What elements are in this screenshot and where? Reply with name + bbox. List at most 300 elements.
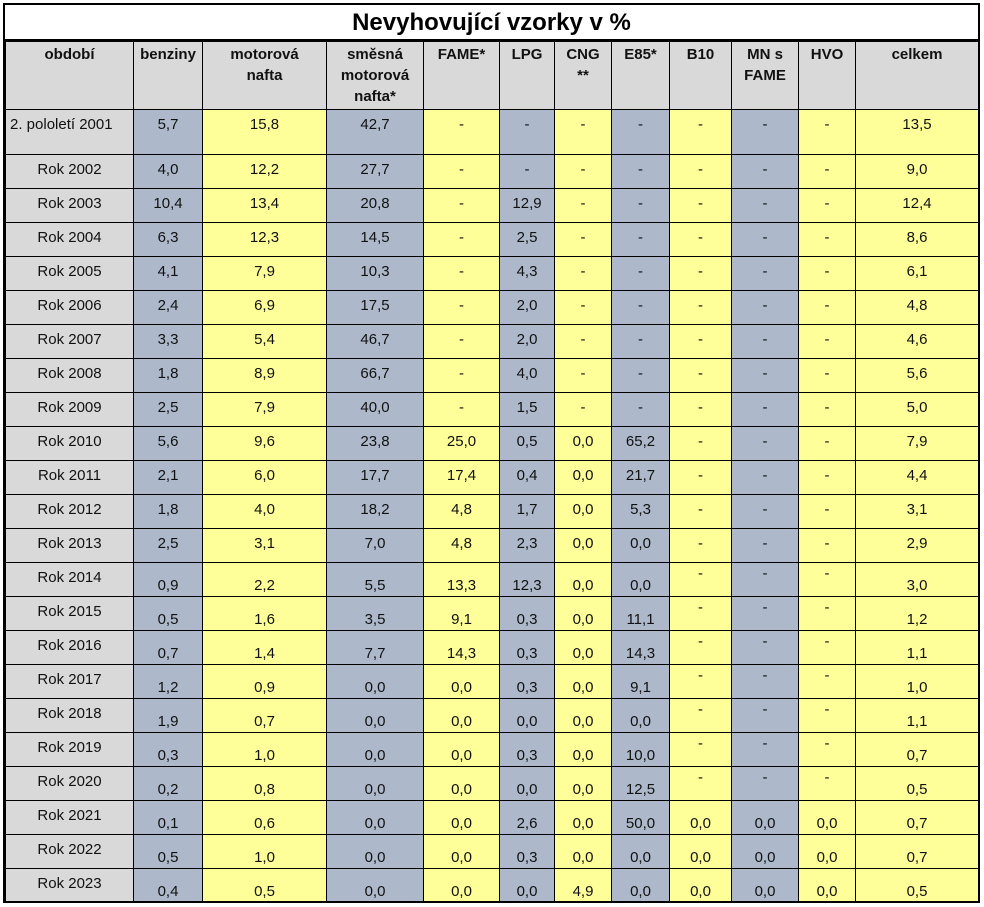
cell-benziny: 4,1 [134, 257, 203, 291]
cell-e85: - [612, 257, 670, 291]
header-row [6, 42, 979, 110]
table-row [6, 110, 979, 155]
cell-lpg: 2,3 [500, 529, 555, 563]
cell-motorova-nafta: 13,4 [203, 189, 327, 223]
cell-benziny: 2,5 [134, 529, 203, 563]
cell-benziny: 5,7 [134, 110, 203, 155]
cell-celkem: 0,7 [856, 733, 979, 767]
cell-celkem: 1,0 [856, 665, 979, 699]
cell-b10: - [670, 767, 732, 801]
table-row [6, 257, 979, 291]
cell-b10: - [670, 110, 732, 155]
cell-motorova-nafta: 1,0 [203, 733, 327, 767]
cell-lpg: 0,0 [500, 699, 555, 733]
cell-motorova-nafta: 5,4 [203, 325, 327, 359]
cell-benziny: 0,5 [134, 835, 203, 869]
cell-fame: 0,0 [424, 767, 500, 801]
cell-benziny: 0,7 [134, 631, 203, 665]
cell-mn-s-fame: 0,0 [732, 801, 799, 835]
cell-hvo: - [799, 427, 856, 461]
table-container [3, 3, 980, 903]
cell-cng: 0,0 [555, 563, 612, 597]
cell-cng: 0,0 [555, 733, 612, 767]
cell-hvo: - [799, 189, 856, 223]
cell-cng: 0,0 [555, 461, 612, 495]
cell-benziny: 2,5 [134, 393, 203, 427]
cell-hvo: - [799, 631, 856, 665]
cell-e85: 65,2 [612, 427, 670, 461]
cell-motorova-nafta: 7,9 [203, 393, 327, 427]
table-row [6, 325, 979, 359]
cell-cng: - [555, 291, 612, 325]
cell-celkem: 0,7 [856, 835, 979, 869]
cell-hvo: - [799, 495, 856, 529]
period-cell: Rok 2007 [6, 325, 134, 359]
cell-mn-s-fame: - [732, 767, 799, 801]
cell-celkem: 1,1 [856, 699, 979, 733]
header-celkem: celkem [856, 42, 979, 110]
table-row [6, 597, 979, 631]
cell-mn-s-fame: - [732, 223, 799, 257]
cell-fame: - [424, 110, 500, 155]
cell-motorova-nafta: 1,4 [203, 631, 327, 665]
cell-motorova-nafta: 12,2 [203, 155, 327, 189]
cell-smesna-motorova-nafta: 0,0 [327, 699, 424, 733]
cell-mn-s-fame: - [732, 665, 799, 699]
cell-fame: - [424, 325, 500, 359]
cell-mn-s-fame: - [732, 155, 799, 189]
period-cell: Rok 2021 [6, 801, 134, 835]
cell-celkem: 4,6 [856, 325, 979, 359]
table-row [6, 767, 979, 801]
cell-fame: 0,0 [424, 801, 500, 835]
cell-smesna-motorova-nafta: 0,0 [327, 801, 424, 835]
cell-celkem: 3,1 [856, 495, 979, 529]
cell-e85: - [612, 393, 670, 427]
cell-smesna-motorova-nafta: 0,0 [327, 835, 424, 869]
cell-hvo: - [799, 110, 856, 155]
cell-hvo: - [799, 359, 856, 393]
cell-e85: 9,1 [612, 665, 670, 699]
cell-mn-s-fame: - [732, 563, 799, 597]
cell-lpg: 12,3 [500, 563, 555, 597]
cell-fame: 14,3 [424, 631, 500, 665]
cell-e85: 50,0 [612, 801, 670, 835]
table-row [6, 665, 979, 699]
cell-celkem: 2,9 [856, 529, 979, 563]
cell-b10: - [670, 733, 732, 767]
cell-celkem: 4,8 [856, 291, 979, 325]
cell-benziny: 1,8 [134, 359, 203, 393]
cell-cng: 0,0 [555, 835, 612, 869]
cell-hvo: - [799, 529, 856, 563]
cell-b10: - [670, 699, 732, 733]
cell-hvo: 0,0 [799, 835, 856, 869]
cell-celkem: 9,0 [856, 155, 979, 189]
cell-celkem: 0,5 [856, 767, 979, 801]
header-mn-s-fame: MN s FAME [732, 42, 799, 110]
period-cell: Rok 2006 [6, 291, 134, 325]
cell-benziny: 4,0 [134, 155, 203, 189]
cell-smesna-motorova-nafta: 18,2 [327, 495, 424, 529]
cell-lpg: 0,3 [500, 733, 555, 767]
cell-mn-s-fame: - [732, 291, 799, 325]
cell-benziny: 0,9 [134, 563, 203, 597]
header-motorova-nafta: motorová nafta [203, 42, 327, 110]
cell-fame: 13,3 [424, 563, 500, 597]
cell-fame: 0,0 [424, 665, 500, 699]
cell-lpg: 1,5 [500, 393, 555, 427]
cell-mn-s-fame: - [732, 699, 799, 733]
cell-b10: - [670, 257, 732, 291]
cell-b10: - [670, 495, 732, 529]
table-row [6, 495, 979, 529]
header-benziny: benziny [134, 42, 203, 110]
period-cell: Rok 2023 [6, 869, 134, 903]
cell-motorova-nafta: 0,7 [203, 699, 327, 733]
cell-mn-s-fame: - [732, 597, 799, 631]
cell-lpg: 2,0 [500, 325, 555, 359]
cell-mn-s-fame: - [732, 529, 799, 563]
cell-motorova-nafta: 9,6 [203, 427, 327, 461]
cell-lpg: 12,9 [500, 189, 555, 223]
table-row [6, 835, 979, 869]
cell-benziny: 1,8 [134, 495, 203, 529]
cell-mn-s-fame: - [732, 733, 799, 767]
header-hvo: HVO [799, 42, 856, 110]
cell-motorova-nafta: 0,9 [203, 665, 327, 699]
table-row [6, 563, 979, 597]
cell-smesna-motorova-nafta: 66,7 [327, 359, 424, 393]
cell-benziny: 2,1 [134, 461, 203, 495]
cell-benziny: 0,5 [134, 597, 203, 631]
cell-smesna-motorova-nafta: 23,8 [327, 427, 424, 461]
cell-e85: - [612, 325, 670, 359]
cell-celkem: 0,5 [856, 869, 979, 903]
table-title: Nevyhovující vzorky v % [5, 5, 978, 41]
cell-e85: 0,0 [612, 835, 670, 869]
period-cell: Rok 2014 [6, 563, 134, 597]
cell-hvo: - [799, 733, 856, 767]
cell-b10: - [670, 597, 732, 631]
cell-b10: - [670, 529, 732, 563]
cell-motorova-nafta: 1,0 [203, 835, 327, 869]
cell-celkem: 0,7 [856, 801, 979, 835]
cell-hvo: - [799, 393, 856, 427]
period-cell: Rok 2003 [6, 189, 134, 223]
cell-motorova-nafta: 6,0 [203, 461, 327, 495]
cell-e85: 14,3 [612, 631, 670, 665]
cell-cng: - [555, 325, 612, 359]
cell-benziny: 1,9 [134, 699, 203, 733]
cell-smesna-motorova-nafta: 27,7 [327, 155, 424, 189]
cell-motorova-nafta: 8,9 [203, 359, 327, 393]
cell-b10: 0,0 [670, 835, 732, 869]
cell-hvo: - [799, 699, 856, 733]
cell-mn-s-fame: - [732, 110, 799, 155]
cell-fame: - [424, 189, 500, 223]
cell-celkem: 5,6 [856, 359, 979, 393]
cell-b10: - [670, 223, 732, 257]
cell-lpg: 4,0 [500, 359, 555, 393]
cell-lpg: 1,7 [500, 495, 555, 529]
cell-benziny: 2,4 [134, 291, 203, 325]
period-cell: Rok 2005 [6, 257, 134, 291]
cell-mn-s-fame: - [732, 359, 799, 393]
cell-lpg: 0,3 [500, 631, 555, 665]
cell-celkem: 1,1 [856, 631, 979, 665]
cell-hvo: - [799, 223, 856, 257]
cell-smesna-motorova-nafta: 7,0 [327, 529, 424, 563]
cell-e85: 21,7 [612, 461, 670, 495]
cell-b10: - [670, 291, 732, 325]
cell-benziny: 5,6 [134, 427, 203, 461]
cell-e85: 5,3 [612, 495, 670, 529]
table-row [6, 869, 979, 903]
cell-mn-s-fame: - [732, 325, 799, 359]
cell-smesna-motorova-nafta: 14,5 [327, 223, 424, 257]
header-cng: CNG ** [555, 42, 612, 110]
cell-e85: 0,0 [612, 699, 670, 733]
cell-cng: 4,9 [555, 869, 612, 903]
header-lpg: LPG [500, 42, 555, 110]
cell-cng: 0,0 [555, 631, 612, 665]
cell-celkem: 3,0 [856, 563, 979, 597]
cell-hvo: - [799, 767, 856, 801]
cell-mn-s-fame: - [732, 631, 799, 665]
table-row [6, 733, 979, 767]
table-row [6, 393, 979, 427]
cell-benziny: 10,4 [134, 189, 203, 223]
period-cell: Rok 2020 [6, 767, 134, 801]
cell-smesna-motorova-nafta: 42,7 [327, 110, 424, 155]
cell-e85: 0,0 [612, 563, 670, 597]
cell-mn-s-fame: - [732, 495, 799, 529]
cell-celkem: 8,6 [856, 223, 979, 257]
cell-fame: - [424, 291, 500, 325]
cell-b10: - [670, 461, 732, 495]
header-fame: FAME* [424, 42, 500, 110]
cell-hvo: 0,0 [799, 801, 856, 835]
period-cell: Rok 2013 [6, 529, 134, 563]
cell-smesna-motorova-nafta: 7,7 [327, 631, 424, 665]
cell-e85: - [612, 223, 670, 257]
cell-fame: 4,8 [424, 495, 500, 529]
cell-cng: - [555, 393, 612, 427]
cell-lpg: 0,3 [500, 597, 555, 631]
cell-smesna-motorova-nafta: 20,8 [327, 189, 424, 223]
cell-fame: 0,0 [424, 733, 500, 767]
cell-e85: - [612, 155, 670, 189]
cell-b10: - [670, 427, 732, 461]
cell-b10: - [670, 631, 732, 665]
cell-benziny: 6,3 [134, 223, 203, 257]
cell-motorova-nafta: 3,1 [203, 529, 327, 563]
header-b10: B10 [670, 42, 732, 110]
cell-benziny: 1,2 [134, 665, 203, 699]
cell-motorova-nafta: 15,8 [203, 110, 327, 155]
period-cell: Rok 2009 [6, 393, 134, 427]
cell-e85: 11,1 [612, 597, 670, 631]
cell-motorova-nafta: 4,0 [203, 495, 327, 529]
table-row [6, 155, 979, 189]
header-obdobi: období [6, 42, 134, 110]
cell-hvo: 0,0 [799, 869, 856, 903]
cell-celkem: 12,4 [856, 189, 979, 223]
cell-b10: - [670, 189, 732, 223]
cell-mn-s-fame: 0,0 [732, 835, 799, 869]
cell-benziny: 3,3 [134, 325, 203, 359]
cell-benziny: 0,4 [134, 869, 203, 903]
cell-celkem: 5,0 [856, 393, 979, 427]
cell-smesna-motorova-nafta: 0,0 [327, 733, 424, 767]
table-row [6, 461, 979, 495]
table-row [6, 699, 979, 733]
cell-smesna-motorova-nafta: 0,0 [327, 767, 424, 801]
cell-hvo: - [799, 291, 856, 325]
cell-e85: - [612, 189, 670, 223]
cell-fame: 17,4 [424, 461, 500, 495]
cell-e85: - [612, 291, 670, 325]
period-cell: Rok 2002 [6, 155, 134, 189]
cell-cng: 0,0 [555, 597, 612, 631]
cell-smesna-motorova-nafta: 17,7 [327, 461, 424, 495]
cell-motorova-nafta: 1,6 [203, 597, 327, 631]
period-cell: Rok 2010 [6, 427, 134, 461]
cell-b10: - [670, 563, 732, 597]
cell-smesna-motorova-nafta: 0,0 [327, 869, 424, 903]
cell-celkem: 1,2 [856, 597, 979, 631]
cell-celkem: 7,9 [856, 427, 979, 461]
cell-fame: 0,0 [424, 699, 500, 733]
cell-lpg: - [500, 110, 555, 155]
cell-cng: 0,0 [555, 767, 612, 801]
cell-hvo: - [799, 563, 856, 597]
cell-mn-s-fame: - [732, 257, 799, 291]
cell-mn-s-fame: - [732, 461, 799, 495]
cell-smesna-motorova-nafta: 0,0 [327, 665, 424, 699]
cell-lpg: 0,3 [500, 665, 555, 699]
cell-lpg: 0,0 [500, 869, 555, 903]
table-row [6, 291, 979, 325]
cell-lpg: 0,5 [500, 427, 555, 461]
cell-smesna-motorova-nafta: 10,3 [327, 257, 424, 291]
cell-b10: - [670, 393, 732, 427]
period-cell: Rok 2018 [6, 699, 134, 733]
cell-benziny: 0,2 [134, 767, 203, 801]
cell-e85: - [612, 359, 670, 393]
cell-cng: - [555, 110, 612, 155]
header-e85: E85* [612, 42, 670, 110]
cell-fame: 25,0 [424, 427, 500, 461]
cell-mn-s-fame: - [732, 427, 799, 461]
cell-hvo: - [799, 665, 856, 699]
data-table [5, 41, 979, 903]
period-cell: Rok 2012 [6, 495, 134, 529]
cell-motorova-nafta: 0,8 [203, 767, 327, 801]
period-cell: Rok 2011 [6, 461, 134, 495]
cell-b10: - [670, 359, 732, 393]
cell-cng: - [555, 359, 612, 393]
cell-lpg: 4,3 [500, 257, 555, 291]
table-row [6, 801, 979, 835]
cell-mn-s-fame: - [732, 189, 799, 223]
cell-hvo: - [799, 155, 856, 189]
cell-fame: 9,1 [424, 597, 500, 631]
cell-motorova-nafta: 6,9 [203, 291, 327, 325]
cell-e85: 12,5 [612, 767, 670, 801]
cell-e85: 0,0 [612, 529, 670, 563]
cell-celkem: 6,1 [856, 257, 979, 291]
period-cell: Rok 2022 [6, 835, 134, 869]
period-cell: Rok 2017 [6, 665, 134, 699]
cell-motorova-nafta: 0,6 [203, 801, 327, 835]
cell-motorova-nafta: 0,5 [203, 869, 327, 903]
cell-smesna-motorova-nafta: 3,5 [327, 597, 424, 631]
cell-b10: - [670, 155, 732, 189]
table-row [6, 529, 979, 563]
cell-cng: - [555, 223, 612, 257]
cell-hvo: - [799, 325, 856, 359]
table-row [6, 427, 979, 461]
cell-lpg: 0,0 [500, 767, 555, 801]
cell-cng: - [555, 257, 612, 291]
cell-fame: - [424, 155, 500, 189]
cell-fame: 0,0 [424, 835, 500, 869]
table-body [6, 110, 979, 903]
cell-smesna-motorova-nafta: 40,0 [327, 393, 424, 427]
cell-e85: 0,0 [612, 869, 670, 903]
cell-fame: 0,0 [424, 869, 500, 903]
cell-benziny: 0,1 [134, 801, 203, 835]
cell-lpg: 2,6 [500, 801, 555, 835]
cell-smesna-motorova-nafta: 17,5 [327, 291, 424, 325]
cell-hvo: - [799, 597, 856, 631]
cell-lpg: - [500, 155, 555, 189]
cell-cng: - [555, 155, 612, 189]
cell-e85: 10,0 [612, 733, 670, 767]
cell-mn-s-fame: - [732, 393, 799, 427]
period-cell: Rok 2004 [6, 223, 134, 257]
cell-lpg: 2,5 [500, 223, 555, 257]
cell-cng: 0,0 [555, 699, 612, 733]
cell-motorova-nafta: 2,2 [203, 563, 327, 597]
period-cell: 2. pololetí 2001 [6, 110, 134, 155]
cell-motorova-nafta: 7,9 [203, 257, 327, 291]
cell-hvo: - [799, 257, 856, 291]
cell-b10: - [670, 665, 732, 699]
period-cell: Rok 2019 [6, 733, 134, 767]
cell-motorova-nafta: 12,3 [203, 223, 327, 257]
cell-mn-s-fame: 0,0 [732, 869, 799, 903]
table-row [6, 631, 979, 665]
cell-celkem: 4,4 [856, 461, 979, 495]
cell-celkem: 13,5 [856, 110, 979, 155]
cell-fame: 4,8 [424, 529, 500, 563]
cell-lpg: 2,0 [500, 291, 555, 325]
cell-hvo: - [799, 461, 856, 495]
cell-cng: 0,0 [555, 495, 612, 529]
period-cell: Rok 2015 [6, 597, 134, 631]
cell-b10: - [670, 325, 732, 359]
cell-benziny: 0,3 [134, 733, 203, 767]
cell-cng: - [555, 189, 612, 223]
cell-fame: - [424, 359, 500, 393]
cell-fame: - [424, 223, 500, 257]
cell-e85: - [612, 110, 670, 155]
cell-b10: 0,0 [670, 869, 732, 903]
table-row [6, 223, 979, 257]
